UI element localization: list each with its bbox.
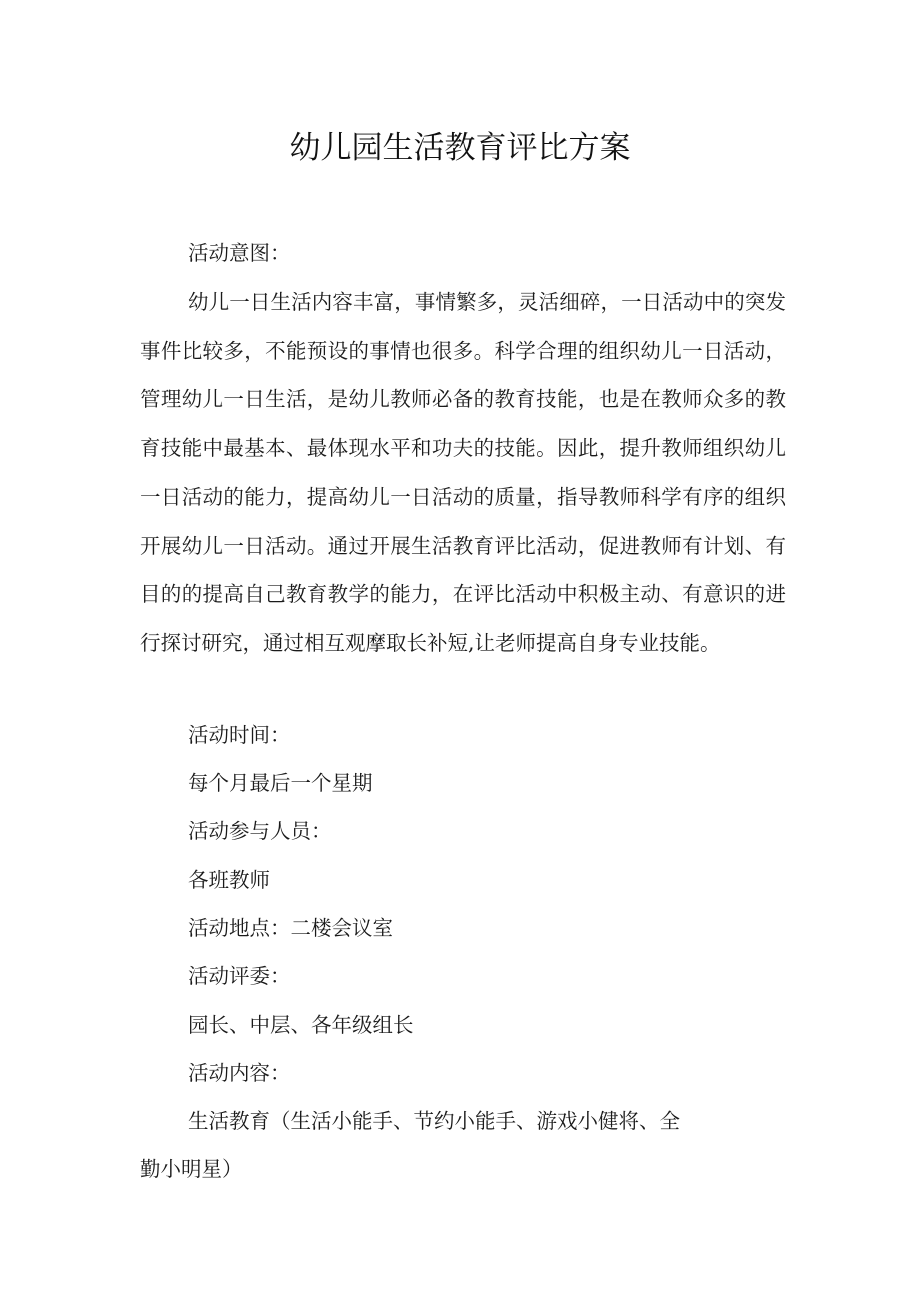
intent-paragraph: 幼儿一日生活内容丰富，事情繁多，灵活细碎，一日活动中的突发事件比较多，不能预设的事情也很多。科学合理的组织幼儿一日活动，管理幼儿一日生活，是幼儿教师必备的教育技能，也是在教师众多的教育技能中最基本、最体现水平和功夫的技能。因此，提升教师组织幼儿一日活动的能力，提高幼儿一日活动的质量，指导教师科学有序的组织开展幼儿一日活动。通过开展生活教育评比活动，促进教师有计划、有目的的提高自己教育教学的能力，在评比活动中积极主动、有意识的进行探讨研究，通过相互观摩取长补短,让老师提高自身专业技能。 [140,290,786,655]
judges-value: 园长、中层、各年级组长 [188,1013,414,1037]
content-value-line1: 生活教育（生活小能手、节约小能手、游戏小健将、全 [188,1109,680,1133]
document-title: 幼儿园生活教育评比方案 [289,130,631,166]
intent-heading: 活动意图： [188,241,291,265]
time-value: 每个月最后一个星期 [188,771,373,795]
location-line: 活动地点：二楼会议室 [188,916,393,940]
content-value-line2: 勤小明星） [140,1157,243,1181]
content-heading: 活动内容： [188,1061,291,1085]
participants-heading: 活动参与人员： [188,819,332,843]
participants-value: 各班教师 [188,868,270,892]
time-heading: 活动时间： [188,723,291,747]
judges-heading: 活动评委： [188,964,291,988]
